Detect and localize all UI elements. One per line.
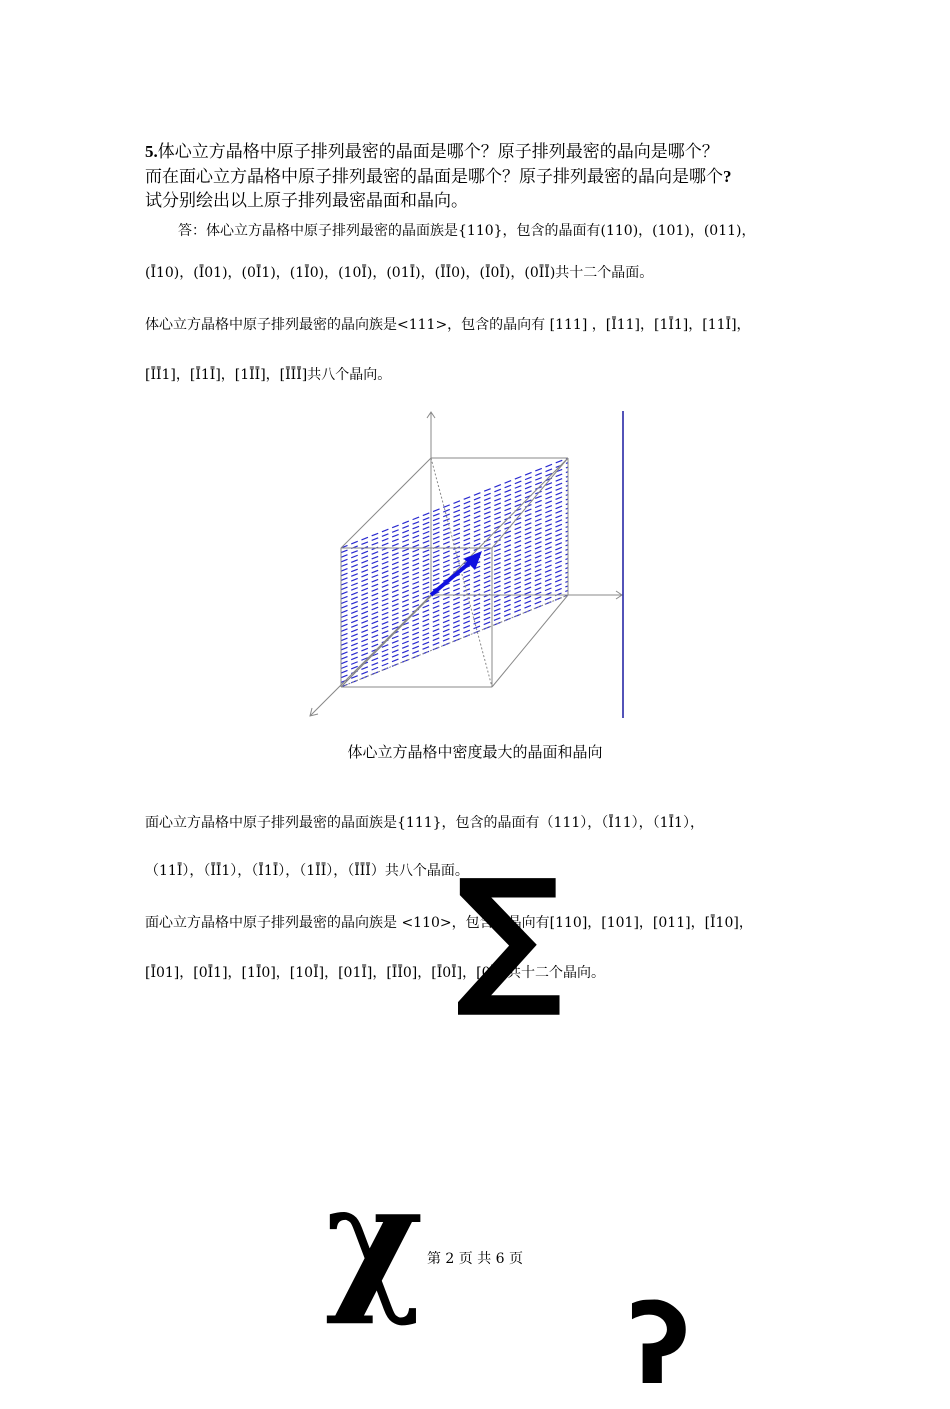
bcc-planes-line-2: (Ī10)，(Ī01)，(0Ī1)，(1Ī0)，(10Ī)，(01Ī)，(ĪĪ0)，(Ī0Ī)，(0ĪĪ)共十二个晶面。 [145,265,654,281]
fcc-directions-line-1: 面心立方晶格中原子排列最密的晶向族是 <110>，包含的晶向有[110]，[101]，[011]，[Ī10]， [145,915,753,931]
fcc-planes-line-2: （11Ī），（ĪĪ1），（Ī1Ī），（1ĪĪ），（ĪĪĪ）共八个晶面。 [145,863,469,879]
hidden-diagonal [431,458,492,687]
fcc-planes-line-1: 面心立方晶格中原子排列最密的晶面族是{111}，包含的晶面有（111），（Ī11），（1Ī1）， [145,815,704,831]
stray-sigma-glyph: ∑ [455,848,563,1022]
bcc-directions-line-2: [ĪĪ1]，[Ī1Ī]，[1ĪĪ]，[ĪĪĪ]共八个晶向。 [145,367,392,383]
body-diagonal [341,458,568,687]
cube-edges [341,458,568,687]
fcc-directions-line-2: [Ī01]，[0Ī1]，[1Ī0]，[10Ī]，[01Ī]，[ĪĪ0]，[Ī0Ī]，[0ĪĪ]共十二个晶向。 [145,965,606,981]
bcc-planes-line-1: 答：体心立方晶格中原子排列最密的晶面族是{110}，包含的晶面有(110)，(101)，(011)， [178,223,756,239]
question-line-3: 试分别绘出以上原子排列最密晶面和晶向。 [145,191,468,211]
figure-caption: 体心立方晶格中密度最大的晶面和晶向 [347,743,603,761]
stray-glyph-fragment: ʔ [628,1281,692,1409]
question-number: 5. [145,142,158,161]
hatch-line [341,458,568,548]
question-line-1: 5.体心立方晶格中原子排列最密的晶面是哪个？原子排列最密的晶向是哪个？ [145,142,719,162]
question-line-2: 而在面心立方晶格中原子排列最密的晶面是哪个？原子排列最密的晶向是哪个? [145,167,732,187]
stray-chi-glyph: χ [325,1152,424,1328]
cube-edge [492,595,568,687]
page-footer: 第 2 页 共 6 页 [426,1251,524,1267]
bcc-directions-line-1: 体心立方晶格中原子排列最密的晶向族是<111>，包含的晶向有 [111] ，[Ī11]，[1Ī1]，[11Ī]， [145,317,751,333]
cube-edge [492,458,568,548]
x-axis [310,595,431,716]
bcc-cube-figure [300,405,640,725]
hatch-line [341,463,568,553]
